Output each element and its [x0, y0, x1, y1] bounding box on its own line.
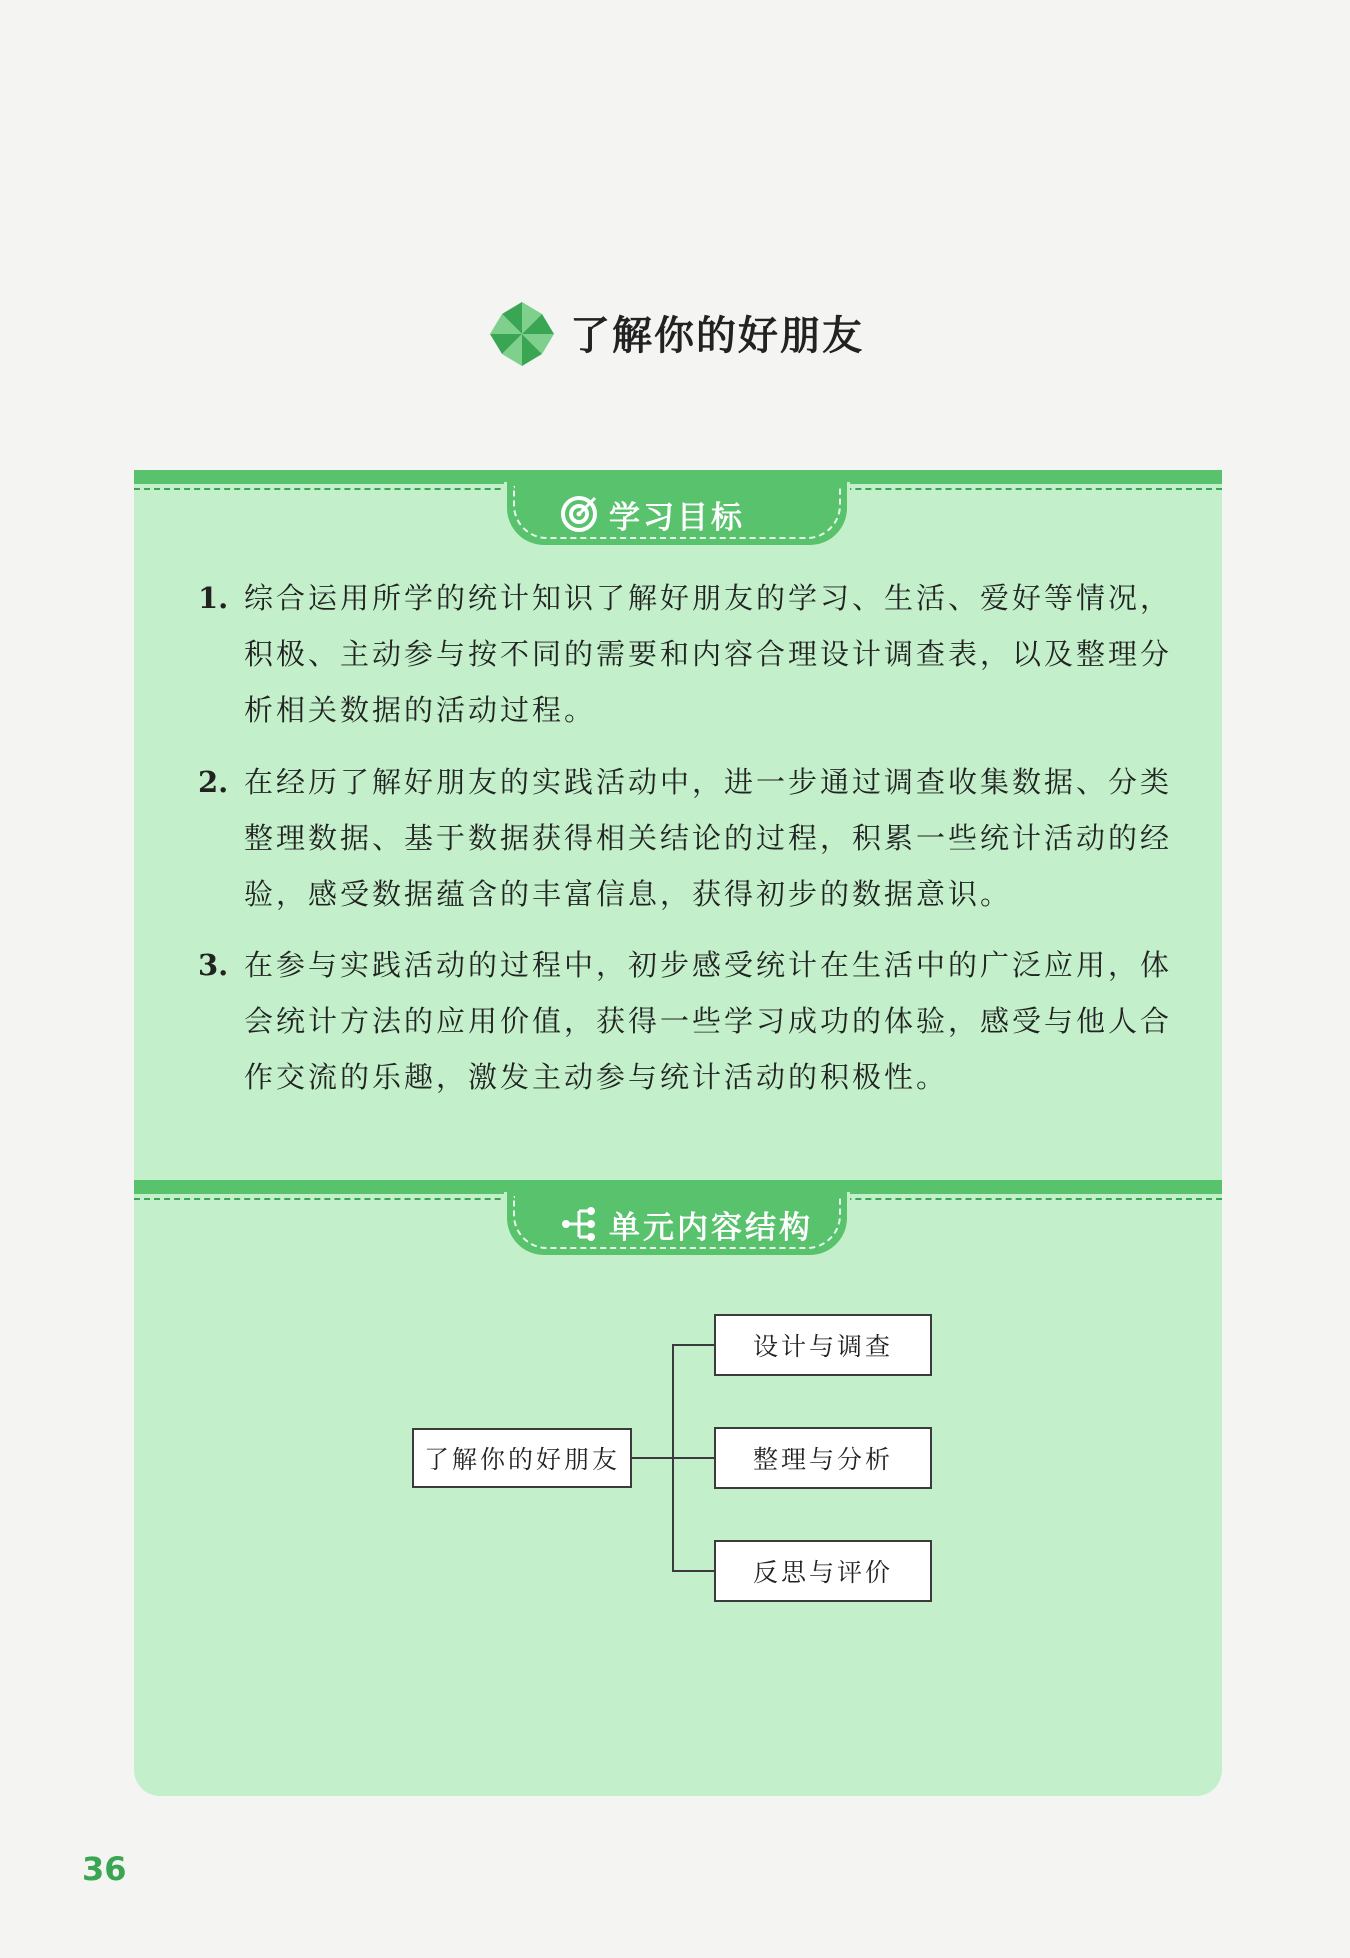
pinwheel-icon: [488, 300, 556, 368]
diagram-root-node: 了解你的好朋友: [412, 1428, 632, 1488]
diagram-connector: [632, 1457, 672, 1459]
page-number: 36: [82, 1850, 127, 1888]
goals-section-label: 学习目标: [609, 500, 745, 536]
diagram-connector: [672, 1570, 714, 1572]
page-title: 了解你的好朋友: [570, 312, 864, 359]
diagram-branch-node: 整理与分析: [714, 1427, 932, 1489]
structure-header-tab: [504, 1192, 850, 1258]
tree-structure-icon: [559, 1204, 599, 1244]
goal-text: 综合运用所学的统计知识了解好朋友的学习、生活、爱好等情况，积极、主动参与按不同的需要和内容合理设计调查表，以及整理分析相关数据的活动过程。: [244, 581, 1173, 727]
diagram-connector: [672, 1457, 714, 1459]
goals-header-tab: [504, 482, 850, 548]
content-panel: [134, 470, 1222, 1796]
diagram-connector: [672, 1344, 714, 1346]
structure-section-label: 单元内容结构: [609, 1210, 813, 1246]
diagram-branch-node: 反思与评价: [714, 1540, 932, 1602]
goal-text: 在经历了解好朋友的实践活动中，进一步通过调查收集数据、分类整理数据、基于数据获得相关结论的过程，积累一些统计活动的经验，感受数据蕴含的丰富信息，获得初步的数据意识。: [244, 765, 1173, 911]
diagram-branch-node: 设计与调查: [714, 1314, 932, 1376]
goal-number: 1.: [198, 581, 229, 615]
page-title-block: [488, 300, 908, 370]
target-icon: [559, 494, 599, 534]
goal-number: 2.: [198, 765, 229, 799]
goal-number: 3.: [198, 948, 229, 982]
goal-text: 在参与实践活动的过程中，初步感受统计在生活中的广泛应用，体会统计方法的应用价值，获得一些学习成功的体验，感受与他人合作交流的乐趣，激发主动参与统计活动的积极性。: [244, 948, 1173, 1094]
